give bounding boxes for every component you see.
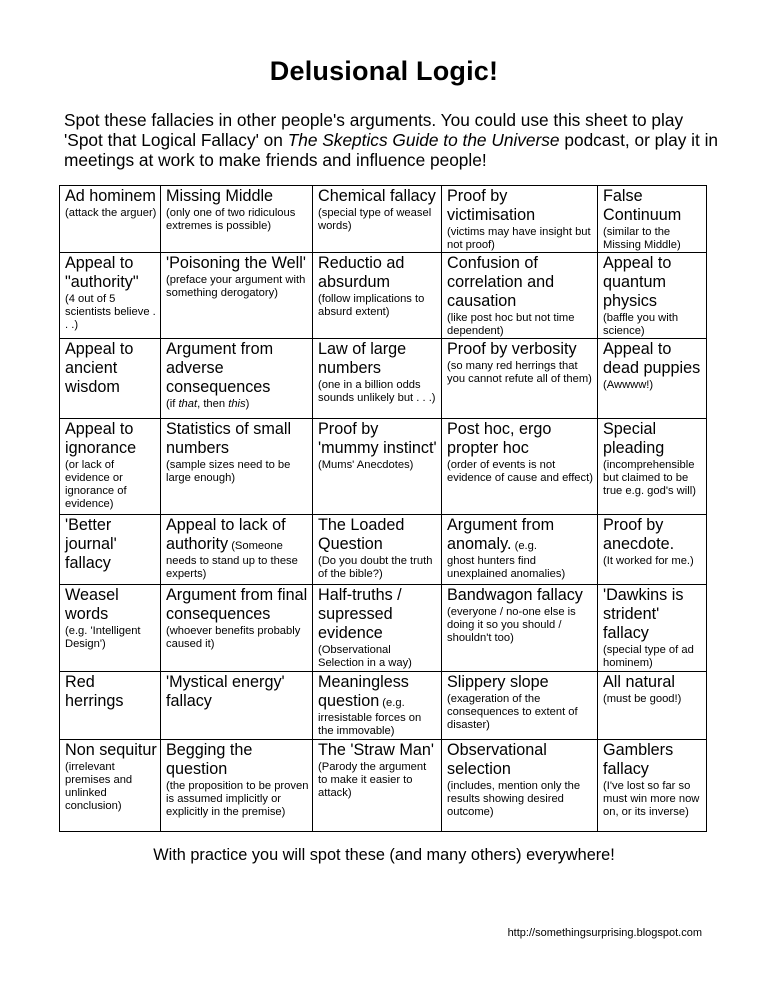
fallacy-description: (Mums' Anecdotes) — [318, 459, 414, 471]
fallacy-description: (It worked for me.) — [603, 555, 694, 567]
fallacy-cell — [60, 672, 161, 740]
fallacy-description: (so many red herrings that you cannot refute all of them) — [447, 360, 592, 385]
fallacy-description: (everyone / no-one else is doing it so you should / shouldn't too) — [447, 606, 576, 644]
desc-part: (if — [166, 398, 179, 410]
fallacy-description: (attack the arguer) — [65, 207, 157, 219]
intro-paragraph — [64, 110, 724, 170]
fallacy-description: (or lack of evidence or ignorance of evidence) — [65, 459, 127, 510]
fallacy-name: The Loaded Question — [318, 516, 405, 553]
fallacy-cell — [598, 740, 707, 832]
fallacy-name: Appeal to ignorance — [65, 420, 137, 457]
fallacy-name: Appeal to dead puppies — [603, 340, 701, 377]
fallacy-name: Gamblers fallacy — [603, 741, 674, 778]
grid-row — [60, 515, 707, 585]
fallacy-name: Observational selection — [447, 741, 547, 778]
fallacy-cell — [598, 186, 707, 253]
fallacy-cell — [313, 253, 442, 339]
fallacy-cell — [60, 186, 161, 253]
fallacy-cell — [442, 339, 598, 419]
fallacy-cell — [598, 419, 707, 515]
fallacy-description: (exageration of the consequences to extent of disaster) — [447, 693, 578, 731]
fallacy-description: irresistable forces on the immovable) — [318, 712, 422, 737]
fallacy-description — [166, 398, 309, 411]
fallacy-name: Proof by verbosity — [447, 340, 577, 358]
fallacy-name: Argument from adverse consequences — [166, 340, 274, 396]
fallacy-description: (special type of weasel words) — [318, 207, 432, 232]
fallacy-cell — [60, 339, 161, 419]
fallacy-cell — [442, 740, 598, 832]
fallacy-description: (I've lost so far so must win more now on, or its inverse) — [603, 780, 700, 818]
fallacy-cell — [313, 672, 442, 740]
fallacy-description: (Observational Selection in a way) — [318, 644, 412, 669]
fallacy-cell — [598, 585, 707, 672]
fallacy-name: Reductio ad absurdum — [318, 254, 405, 291]
fallacy-name-aside: (Someone — [228, 540, 283, 552]
fallacy-name: False Continuum — [603, 187, 682, 224]
fallacy-name: Begging the question — [166, 741, 253, 778]
intro-text-part1: Spot these fallacies in other people's arguments. You could use this sheet to play 'Spot that Logical Fallacy' on — [64, 110, 684, 150]
fallacy-name: Appeal to quantum physics — [603, 254, 672, 310]
fallacy-description: (similar to the Missing Middle) — [603, 226, 681, 251]
fallacy-name: Special pleading — [603, 420, 665, 457]
fallacy-description: (incomprehensible but claimed to be true e.g. god's will) — [603, 459, 696, 497]
fallacy-cell — [313, 339, 442, 419]
fallacy-name: Statistics of small numbers — [166, 420, 292, 457]
grid-row — [60, 740, 707, 832]
fallacy-cell — [598, 339, 707, 419]
fallacy-description: (the proposition to be proven is assumed implicitly or explicitly in the premise) — [166, 780, 309, 818]
fallacy-name: Appeal to ancient wisdom — [65, 340, 134, 396]
fallacy-name: Proof by anecdote. — [603, 516, 675, 553]
fallacy-name: 'Better journal' fallacy — [65, 516, 117, 572]
fallacy-cell — [161, 339, 313, 419]
fallacy-name: Chemical fallacy — [318, 187, 436, 205]
fallacy-name — [447, 516, 594, 554]
fallacy-cell — [442, 186, 598, 253]
fallacy-cell — [442, 672, 598, 740]
fallacy-name-aside: (e.g. — [379, 697, 405, 709]
grid-row — [60, 339, 707, 419]
fallacy-description: (irrelevant premises and unlinked conclusion) — [65, 761, 133, 812]
fallacy-name — [318, 673, 438, 711]
fallacy-description: (one in a billion odds sounds unlikely but . . .) — [318, 379, 436, 404]
fallacy-cell — [161, 419, 313, 515]
fallacy-name: Proof by victimisation — [447, 187, 536, 224]
fallacy-cell — [313, 419, 442, 515]
fallacy-name: Law of large numbers — [318, 340, 407, 377]
fallacy-description: ghost hunters find unexplained anomalies) — [447, 555, 566, 580]
closing-line: With practice you will spot these (and many others) everywhere! — [153, 846, 615, 864]
fallacy-cell — [161, 515, 313, 585]
fallacy-name-main: Argument from anomaly. — [447, 516, 555, 553]
grid-row — [60, 186, 707, 253]
fallacy-cell — [161, 186, 313, 253]
fallacy-description: (special type of ad hominem) — [603, 644, 694, 669]
desc-italic-that: that — [178, 398, 198, 410]
fallacy-name: Half-truths / supressed evidence — [318, 586, 402, 642]
grid-row — [60, 672, 707, 740]
fallacy-name: Appeal to "authority" — [65, 254, 139, 291]
fallacy-name: Post hoc, ergo propter hoc — [447, 420, 552, 457]
fallacy-cell — [60, 419, 161, 515]
fallacy-name-aside: (e.g. — [511, 540, 537, 552]
fallacy-description: (only one of two ridiculous extremes is possible) — [166, 207, 296, 232]
fallacy-name: Bandwagon fallacy — [447, 586, 583, 604]
fallacy-description: (follow implications to absurd extent) — [318, 293, 425, 318]
fallacy-description: (4 out of 5 scientists believe . . .) — [65, 293, 156, 331]
fallacy-description: (Awwww!) — [603, 379, 654, 391]
fallacy-description: (baffle you with science) — [603, 312, 679, 337]
fallacy-name: Proof by 'mummy instinct' — [318, 420, 437, 457]
grid-row — [60, 585, 707, 672]
fallacy-name: Ad hominem — [65, 187, 156, 205]
fallacy-cell — [161, 253, 313, 339]
fallacy-cell — [598, 672, 707, 740]
grid-row — [60, 419, 707, 515]
fallacy-cell — [161, 585, 313, 672]
source-url: http://somethingsurprising.blogspot.com — [507, 927, 702, 939]
fallacy-name: Slippery slope — [447, 673, 549, 691]
fallacy-description: (like post hoc but not time dependent) — [447, 312, 575, 337]
intro-text-part2: podcast, or play it in meetings at work to make friends and influence people! — [64, 130, 719, 170]
desc-part: , then — [197, 398, 229, 410]
fallacy-cell — [161, 672, 313, 740]
fallacy-name: Red herrings — [65, 673, 124, 710]
fallacy-cell — [442, 253, 598, 339]
fallacy-description: needs to stand up to these experts) — [166, 555, 298, 580]
fallacy-description: (victims may have insight but not proof) — [447, 226, 591, 251]
page-title: Delusional Logic! — [269, 56, 499, 86]
fallacy-name: Confusion of correlation and causation — [447, 254, 555, 310]
fallacy-cell — [161, 740, 313, 832]
fallacy-cell — [60, 585, 161, 672]
fallacy-name-main: Meaningless question — [318, 673, 409, 710]
fallacy-cell — [313, 740, 442, 832]
fallacy-cell — [60, 740, 161, 832]
fallacy-name: Weasel words — [65, 586, 119, 623]
fallacy-description: (e.g. 'Intelligent Design') — [65, 625, 141, 650]
fallacy-name: 'Mystical energy' fallacy — [166, 673, 285, 710]
fallacy-name: Missing Middle — [166, 187, 274, 205]
fallacy-description: (sample sizes need to be large enough) — [166, 459, 291, 484]
fallacy-cell — [313, 585, 442, 672]
fallacy-grid — [59, 185, 707, 832]
fallacy-description: (order of events is not evidence of cause and effect) — [447, 459, 593, 484]
fallacy-name: Argument from final consequences — [166, 586, 308, 623]
grid-row — [60, 253, 707, 339]
fallacy-cell — [60, 515, 161, 585]
fallacy-description: (includes, mention only the results showing desired outcome) — [447, 780, 581, 818]
fallacy-description: (whoever benefits probably caused it) — [166, 625, 301, 650]
fallacy-cell — [442, 419, 598, 515]
fallacy-description: (preface your argument with something derogatory) — [166, 274, 306, 299]
fallacy-description: (Do you doubt the truth of the bible?) — [318, 555, 433, 580]
fallacy-cell — [598, 515, 707, 585]
fallacy-description: (must be good!) — [603, 693, 682, 705]
fallacy-description: (Parody the argument to make it easier to attack) — [318, 761, 427, 799]
fallacy-name: 'Dawkins is strident' fallacy — [603, 586, 684, 642]
fallacy-name: 'Poisoning the Well' — [166, 254, 306, 272]
fallacy-name — [166, 516, 309, 554]
fallacy-name-main: Appeal to lack of authority — [166, 516, 286, 553]
desc-part: ) — [245, 398, 250, 410]
desc-italic-this: this — [228, 398, 246, 410]
fallacy-cell — [598, 253, 707, 339]
fallacy-name: The 'Straw Man' — [318, 741, 434, 759]
fallacy-cell — [442, 585, 598, 672]
fallacy-name: All natural — [603, 673, 675, 691]
fallacy-cell — [313, 186, 442, 253]
fallacy-cell — [60, 253, 161, 339]
fallacy-name: Non sequitur — [65, 741, 157, 759]
podcast-name: The Skeptics Guide to the Universe — [287, 130, 560, 150]
fallacy-cell — [313, 515, 442, 585]
fallacy-cell — [442, 515, 598, 585]
